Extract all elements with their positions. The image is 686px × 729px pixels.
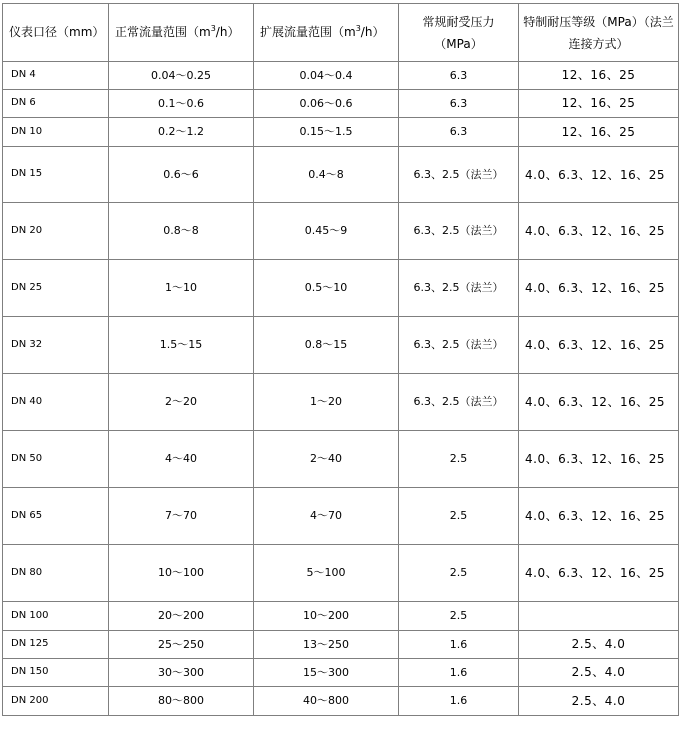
header-row (3, 4, 679, 62)
cell-normal-pressure: 1.6 (399, 659, 519, 687)
cell-normal-range: 7～70 (109, 488, 254, 545)
cell-normal-pressure: 6.3 (399, 90, 519, 118)
table-row (3, 545, 679, 602)
table-row (3, 147, 679, 203)
cell-special-pressure: 2.5、4.0 (519, 659, 679, 687)
table-row (3, 659, 679, 687)
table-row (3, 118, 679, 147)
cell-diameter: DN 40 (3, 374, 109, 431)
cell-extended-range: 13～250 (254, 631, 399, 659)
cell-normal-pressure: 2.5 (399, 602, 519, 631)
header-normal-range: 正常流量范围$(m^3/h)$ (109, 4, 254, 62)
cell-normal-range: 4～40 (109, 431, 254, 488)
cell-extended-range: 0.5～10 (254, 260, 399, 317)
cell-special-pressure: 4.0、6.3、12、16、25 (519, 488, 679, 545)
cell-special-pressure (519, 602, 679, 631)
cell-normal-pressure: 6.3、2.5（法兰） (399, 317, 519, 374)
cell-normal-pressure: 2.5 (399, 431, 519, 488)
cell-diameter: DN 80 (3, 545, 109, 602)
cell-normal-range: 2～20 (109, 374, 254, 431)
cell-special-pressure: 12、16、25 (519, 90, 679, 118)
cell-extended-range: 0.06～0.6 (254, 90, 399, 118)
cell-diameter: DN 100 (3, 602, 109, 631)
cell-extended-range: 0.8～15 (254, 317, 399, 374)
cell-special-pressure: 2.5、4.0 (519, 631, 679, 659)
cell-diameter: DN 32 (3, 317, 109, 374)
cell-extended-range: 0.15～1.5 (254, 118, 399, 147)
cell-normal-pressure: 6.3、2.5（法兰） (399, 260, 519, 317)
cell-diameter: DN 200 (3, 687, 109, 716)
cell-normal-pressure: 1.6 (399, 687, 519, 716)
header-special-pressure: 特制耐压等级（MPa）（法兰连接方式） (519, 4, 679, 62)
cell-normal-range: 30～300 (109, 659, 254, 687)
cell-normal-pressure: 6.3、2.5（法兰） (399, 147, 519, 203)
cell-extended-range: 0.04～0.4 (254, 62, 399, 90)
cell-extended-range: 0.4～8 (254, 147, 399, 203)
cell-diameter: DN 6 (3, 90, 109, 118)
cell-special-pressure: 2.5、4.0 (519, 687, 679, 716)
cell-special-pressure: 12、16、25 (519, 62, 679, 90)
cell-extended-range: 10～200 (254, 602, 399, 631)
table-row (3, 374, 679, 431)
table-row (3, 62, 679, 90)
table-row (3, 602, 679, 631)
cell-normal-range: 0.04～0.25 (109, 62, 254, 90)
table-row (3, 317, 679, 374)
cell-extended-range: 15～300 (254, 659, 399, 687)
cell-extended-range: 5～100 (254, 545, 399, 602)
cell-diameter: DN 25 (3, 260, 109, 317)
cell-normal-pressure: 6.3 (399, 118, 519, 147)
flow-spec-table (2, 3, 679, 716)
cell-special-pressure: 4.0、6.3、12、16、25 (519, 260, 679, 317)
cell-normal-range: 0.2～1.2 (109, 118, 254, 147)
header-normal-pressure: 常规耐受压力 （MPa） (399, 4, 519, 62)
table-row (3, 631, 679, 659)
cell-diameter: DN 50 (3, 431, 109, 488)
header-extended-range: 扩展流量范围$(m^3/h)$ (254, 4, 399, 62)
cell-extended-range: 1～20 (254, 374, 399, 431)
cell-normal-range: 1～10 (109, 260, 254, 317)
table-row (3, 203, 679, 260)
cell-normal-pressure: 1.6 (399, 631, 519, 659)
cell-normal-pressure: 6.3、2.5（法兰） (399, 203, 519, 260)
cell-extended-range: 4～70 (254, 488, 399, 545)
cell-diameter: DN 15 (3, 147, 109, 203)
cell-special-pressure: 4.0、6.3、12、16、25 (519, 431, 679, 488)
cell-normal-pressure: 6.3、2.5（法兰） (399, 374, 519, 431)
cell-normal-pressure: 2.5 (399, 488, 519, 545)
header-diameter: 仪表口径（mm） (3, 4, 109, 62)
cell-normal-range: 0.1～0.6 (109, 90, 254, 118)
cell-diameter: DN 20 (3, 203, 109, 260)
cell-normal-range: 80～800 (109, 687, 254, 716)
cell-diameter: DN 150 (3, 659, 109, 687)
cell-normal-pressure: 2.5 (399, 545, 519, 602)
cell-extended-range: 2～40 (254, 431, 399, 488)
cell-special-pressure: 4.0、6.3、12、16、25 (519, 147, 679, 203)
cell-extended-range: 40～800 (254, 687, 399, 716)
cell-diameter: DN 10 (3, 118, 109, 147)
cell-normal-range: 25～250 (109, 631, 254, 659)
cell-normal-range: 0.8～8 (109, 203, 254, 260)
cell-extended-range: 0.45～9 (254, 203, 399, 260)
cell-diameter: DN 4 (3, 62, 109, 90)
table-row (3, 90, 679, 118)
cell-special-pressure: 12、16、25 (519, 118, 679, 147)
table-row (3, 431, 679, 488)
cell-normal-range: 20～200 (109, 602, 254, 631)
cell-diameter: DN 125 (3, 631, 109, 659)
cell-special-pressure: 4.0、6.3、12、16、25 (519, 545, 679, 602)
cell-diameter: DN 65 (3, 488, 109, 545)
cell-normal-range: 0.6～6 (109, 147, 254, 203)
cell-normal-range: 10～100 (109, 545, 254, 602)
table-row (3, 488, 679, 545)
table-row (3, 687, 679, 716)
cell-special-pressure: 4.0、6.3、12、16、25 (519, 374, 679, 431)
table-row (3, 260, 679, 317)
cell-normal-range: 1.5～15 (109, 317, 254, 374)
cell-special-pressure: 4.0、6.3、12、16、25 (519, 317, 679, 374)
cell-special-pressure: 4.0、6.3、12、16、25 (519, 203, 679, 260)
cell-normal-pressure: 6.3 (399, 62, 519, 90)
